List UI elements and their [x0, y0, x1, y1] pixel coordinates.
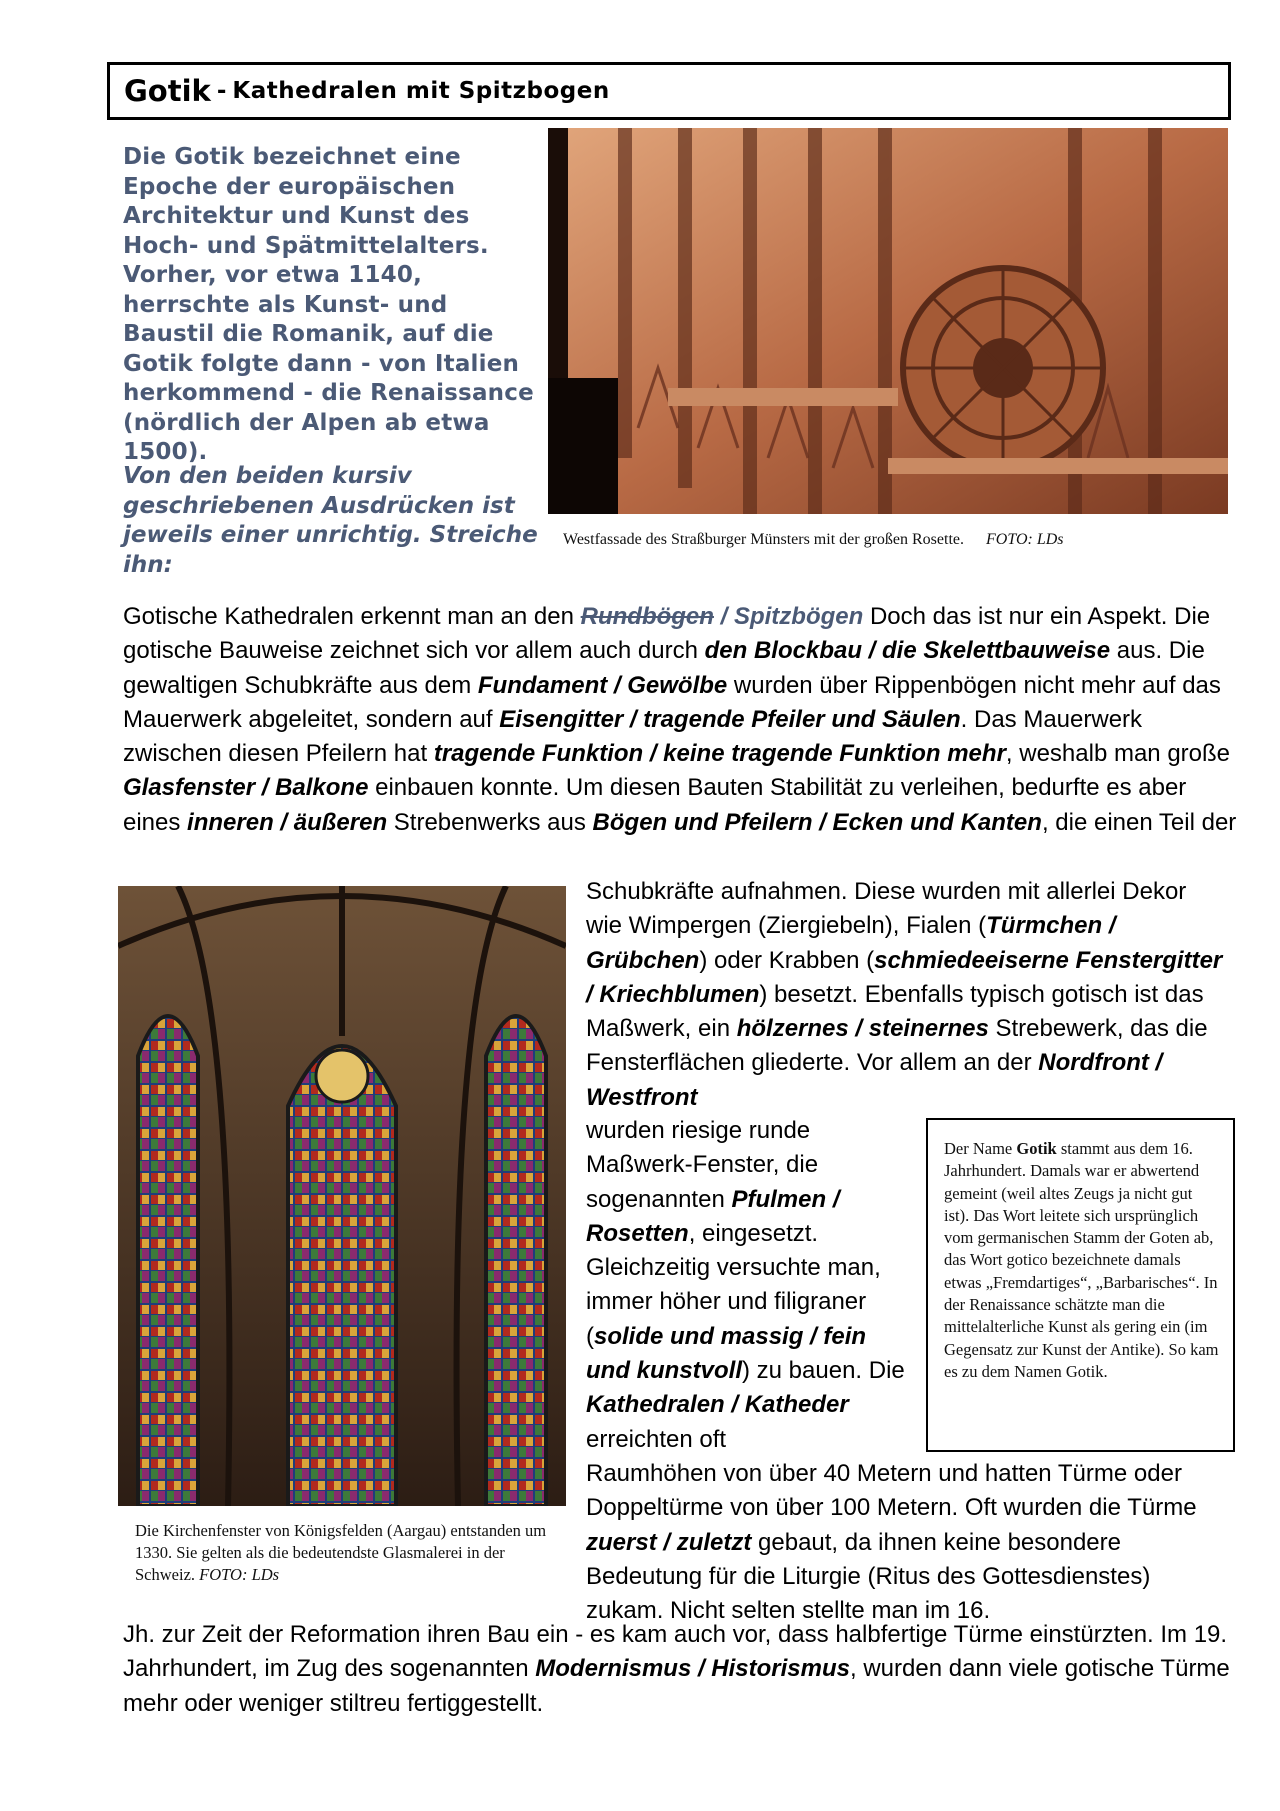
option-choice: Eisengitter / tragende Pfeiler und Säulen [499, 705, 961, 733]
option-choice: zuerst / zuletzt [586, 1528, 752, 1556]
text-segment: erreichten oft [586, 1425, 727, 1453]
instruction-paragraph: Von den beiden kursiv geschriebenen Ausdrücken ist jeweils einer unrichtig. Streiche ihn: [123, 463, 538, 578]
text-segment: Strebenwerks aus [387, 808, 593, 836]
option-choice: Pfulmen / Rosetten [586, 1185, 840, 1247]
option-choice: Modernismus / Historismus [535, 1655, 850, 1683]
facade-caption [563, 531, 1064, 549]
struck-option: Rundbögen [580, 603, 714, 630]
text-segment: Gotische Kathedralen erkennt man an den [123, 603, 581, 630]
text-segment: Raumhöhen von über 40 Metern und hatten Türme oder Doppeltürme von über 100 Metern. Oft wurden die Türme [586, 1460, 1197, 1522]
option-choice: / Spitzbögen [713, 603, 864, 630]
info-text: Der Name [944, 1139, 1017, 1158]
facade-caption-text: Westfassade des Straßburger Münsters mit der großen Rosette. [563, 531, 964, 548]
exercise-paragraph-top [123, 600, 1238, 840]
text-segment: Strebewerk, das die Fensterflächen gliederte. Vor allem an der [586, 1015, 1208, 1077]
text-segment: , die einen Teil der [1041, 808, 1237, 836]
option-choice: inneren / äußeren [187, 808, 388, 836]
page-title: Gotik [124, 74, 211, 108]
option-choice: tragende Funktion / keine tragende Funktion mehr [433, 740, 1006, 768]
title-separator: - [216, 78, 227, 104]
option-choice: solide und massig / fein und kunstvoll [586, 1322, 867, 1385]
info-text: stammt aus dem 16. Jahrhundert. Damals war er abwertend gemeint (weil altes Zeugs ja nicht gut ist). Das Wort leitete sich ursprünglich vom germanischen Stamm der Goten ab, das Wort gotico bezeichnete damals etwas „Fremdartiges“, „Barbarisches“. In der Renaissance schätzte man die mittelalterliche Kunst als gering ein (im Gegensatz zur Kunst der Antike). So kam es zu dem Namen Gotik. [944, 1139, 1219, 1381]
text-segment: , wurden dann viele gotische Türme mehr oder weniger stiltreu fertiggestellt. [123, 1655, 1230, 1717]
gotik-name-info-box [926, 1118, 1235, 1452]
option-choice: Glasfenster / Balkone [123, 774, 369, 802]
koenigsfelden-windows-photo [118, 886, 566, 1506]
text-segment: ) oder Krabben ( [699, 946, 875, 974]
option-choice: schmiedeeiserne Fenstergitter / Kriechblumen [586, 946, 1223, 1008]
exercise-paragraph-after-box [586, 1457, 1226, 1628]
text-segment: wurden über Rippenbögen nicht mehr auf das Mauerwerk abgeleitet, sondern auf [123, 671, 1221, 733]
windows-caption-text: Die Kirchenfenster von Königsfelden (Aargau) entstanden um 1330. Sie gelten als die bedeutendste Glasmalerei in der Schweiz. [135, 1521, 547, 1584]
exercise-paragraph-column [586, 875, 1226, 1115]
title-box [107, 62, 1231, 120]
exercise-paragraph-narrow [586, 1114, 916, 1457]
option-choice: hölzernes / steinernes [736, 1015, 989, 1043]
text-segment: einbauen konnte. Um diesen Bauten Stabilität zu verleihen, bedurfte es aber eines [123, 774, 1187, 836]
option-choice: Bögen und Pfeilern / Ecken und Kanten [592, 808, 1042, 836]
windows-photo-credit: FOTO: LDs [199, 1565, 280, 1584]
option-choice: den Blockbau / die Skelettbauweise [704, 637, 1111, 665]
text-segment: , weshalb man große [1005, 740, 1231, 768]
option-choice: Fundament / Gewölbe [477, 671, 728, 699]
option-choice: Nordfront / Westfront [586, 1049, 1163, 1111]
strasbourg-facade-photo [548, 128, 1228, 514]
text-segment: gebaut, da ihnen keine besondere Bedeutung für die Liturgie (Ritus des Gottesdienstes) zukam. Nicht selten stellte man im 16. [586, 1528, 1151, 1625]
text-segment: Schubkräfte aufnahmen. Diese wurden mit allerlei Dekor wie Wimpergen (Ziergiebeln), Fialen ( [586, 878, 1187, 940]
text-segment: aus. Die gewaltigen Schubkräfte aus dem [123, 637, 1205, 699]
text-segment: ) zu bauen. Die [742, 1357, 905, 1385]
text-segment: wurden riesige runde Maßwerk-Fenster, die sogenannten [586, 1117, 819, 1213]
text-segment: . Das Mauerwerk zwischen diesen Pfeilern hat [123, 705, 1143, 768]
windows-caption [135, 1520, 555, 1586]
text-segment: ) besetzt. Ebenfalls typisch gotisch ist das Maßwerk, ein [586, 980, 1204, 1043]
intro-paragraph: Die Gotik bezeichnet eine Epoche der europäischen Architektur und Kunst des Hoch- und Spätmittelalters. Vorher, vor etwa 1140, herrschte als Kunst- und Baustil die Romanik, auf die Gotik folgte dann - von Italien herkommend - die Renaissance (nördlich der Alpen ab etwa 1500). [123, 144, 534, 465]
facade-photo-credit: FOTO: LDs [986, 531, 1064, 548]
text-segment: Doch das ist nur ein Aspekt. Die gotische Bauweise zeichnet sich vor allem auch durch [123, 603, 1211, 665]
page-subtitle: Kathedralen mit Spitzbogen [232, 78, 610, 104]
text-segment: , eingesetzt. Gleichzeitig versuchte man, immer höher und filigraner ( [586, 1219, 881, 1350]
info-bold-term: Gotik [1016, 1139, 1057, 1158]
text-segment: Jh. zur Zeit der Reformation ihren Bau ein - es kam auch vor, dass halbfertige Türme einstürzten. Im 19. Jahrhundert, im Zug des sogenannten [123, 1621, 1228, 1683]
option-choice: Kathedralen / Katheder [586, 1391, 849, 1419]
option-choice: Türmchen / Grübchen [586, 912, 1116, 974]
exercise-paragraph-bottom [123, 1618, 1238, 1721]
